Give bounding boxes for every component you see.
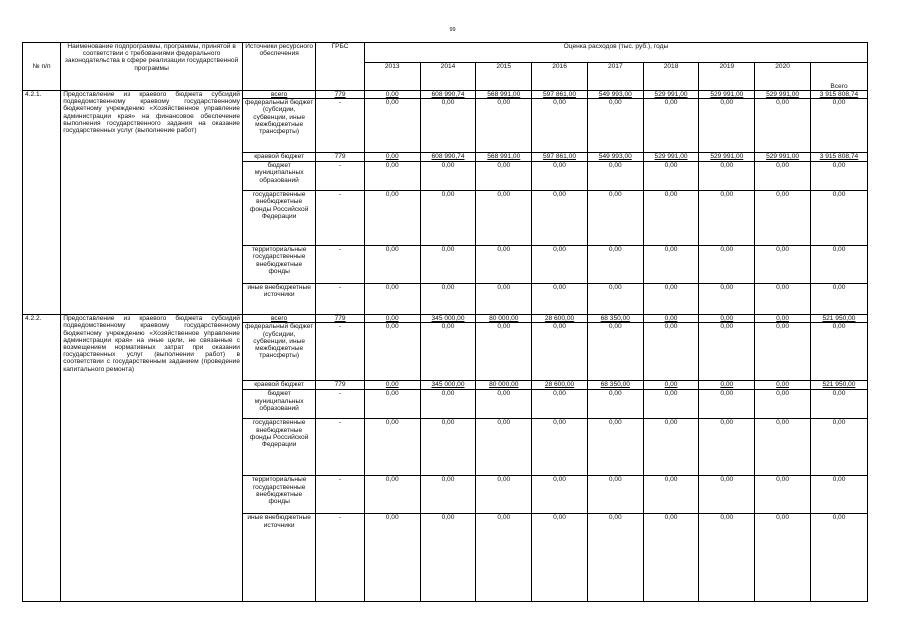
total-cell: 0,00 — [810, 246, 867, 284]
header-source: Источники ресурсного обеспечения — [242, 43, 315, 91]
table-body — [23, 91, 868, 602]
value-cell: 0,00 — [643, 191, 699, 246]
grbs-cell: - — [316, 419, 365, 476]
value-cell: 0,00 — [643, 284, 699, 315]
value-cell: 0,00 — [643, 323, 699, 381]
value-cell: 0,00 — [476, 514, 532, 602]
value-cell: 0,00 — [643, 162, 699, 191]
value-cell: 529 991,00 — [643, 153, 699, 162]
source-cell: государственные внебюджетные фонды Российской Федерации — [242, 191, 315, 246]
source-cell: бюджет муниципальных образований — [242, 162, 315, 191]
total-cell: 0,00 — [810, 419, 867, 476]
header-grbs: ГРБС — [316, 43, 365, 91]
source-cell: территориальные государственные внебюджетные фонды — [242, 476, 315, 514]
value-cell: 597 861,00 — [532, 91, 588, 99]
value-cell: 529 991,00 — [699, 153, 755, 162]
header-num: № п/п — [23, 43, 61, 91]
grbs-cell: - — [316, 390, 365, 419]
value-cell: 0,00 — [643, 381, 699, 390]
value-cell: 0,00 — [755, 476, 811, 514]
value-cell: 0,00 — [364, 476, 420, 514]
total-cell: 521 950,00 — [810, 315, 867, 323]
table-row — [23, 91, 868, 99]
source-cell: территориальные государственные внебюджетные фонды — [242, 246, 315, 284]
value-cell: 0,00 — [532, 191, 588, 246]
value-cell: 0,00 — [643, 419, 699, 476]
value-cell: 0,00 — [364, 323, 420, 381]
header-total: Всего — [810, 63, 867, 91]
header-name: Наименование подпрограммы, программы, принятой в соответствии с требованиями федерального законодательства в сфере реализации государственной программы — [61, 43, 243, 91]
value-cell: 0,00 — [532, 419, 588, 476]
value-cell: 597 861,00 — [532, 153, 588, 162]
value-cell: 0,00 — [364, 390, 420, 419]
value-cell: 608 990,74 — [420, 91, 476, 99]
value-cell: 0,00 — [587, 99, 643, 153]
value-cell: 0,00 — [755, 323, 811, 381]
value-cell: 0,00 — [587, 191, 643, 246]
total-cell: 0,00 — [810, 191, 867, 246]
value-cell: 0,00 — [364, 153, 420, 162]
value-cell: 0,00 — [364, 162, 420, 191]
grbs-cell: 779 — [316, 315, 365, 323]
value-cell: 0,00 — [420, 476, 476, 514]
value-cell: 0,00 — [699, 315, 755, 323]
header-estimate: Оценка расходов (тыс. руб.), годы — [364, 43, 867, 63]
source-cell: всего — [242, 91, 315, 99]
value-cell: 0,00 — [587, 390, 643, 419]
grbs-cell: - — [316, 514, 365, 602]
value-cell: 0,00 — [699, 323, 755, 381]
row-name: Предоставление из краевого бюджета субсидий подведомственному краевому государственному бюджетному учреждению «Хозяйственное управление администрации края» на финансовое обеспечение выполнения государственного задания на оказание государственных услуг (выполнение работ) — [61, 91, 243, 315]
value-cell: 0,00 — [755, 381, 811, 390]
value-cell: 0,00 — [364, 315, 420, 323]
value-cell: 0,00 — [587, 323, 643, 381]
value-cell: 0,00 — [476, 191, 532, 246]
value-cell: 529 991,00 — [755, 153, 811, 162]
value-cell: 0,00 — [420, 162, 476, 191]
source-cell: краевой бюджет — [242, 381, 315, 390]
value-cell: 0,00 — [532, 246, 588, 284]
value-cell: 0,00 — [476, 284, 532, 315]
value-cell: 0,00 — [420, 284, 476, 315]
value-cell: 28 600,00 — [532, 315, 588, 323]
value-cell: 0,00 — [755, 390, 811, 419]
value-cell: 549 993,00 — [587, 153, 643, 162]
value-cell: 0,00 — [755, 284, 811, 315]
value-cell: 345 000,00 — [420, 381, 476, 390]
value-cell: 0,00 — [532, 390, 588, 419]
grbs-cell: - — [316, 476, 365, 514]
grbs-cell: 779 — [316, 153, 365, 162]
source-cell: иные внебюджетные источники — [242, 514, 315, 602]
value-cell: 0,00 — [532, 514, 588, 602]
value-cell: 0,00 — [587, 476, 643, 514]
value-cell: 0,00 — [755, 246, 811, 284]
source-cell: федеральный бюджет (субсидии, субвенции, иные межбюджетные трансферты) — [242, 323, 315, 381]
value-cell: 0,00 — [699, 162, 755, 191]
value-cell: 0,00 — [532, 99, 588, 153]
value-cell: 0,00 — [699, 99, 755, 153]
value-cell: 0,00 — [643, 514, 699, 602]
total-cell: 0,00 — [810, 162, 867, 191]
total-cell: 0,00 — [810, 284, 867, 315]
total-cell: 3 915 808,74 — [810, 91, 867, 99]
value-cell: 0,00 — [420, 419, 476, 476]
value-cell: 0,00 — [699, 514, 755, 602]
value-cell: 0,00 — [699, 390, 755, 419]
value-cell: 0,00 — [420, 390, 476, 419]
row-name: Предоставление из краевого бюджета субсидий подведомственному краевому государственному бюджетному учреждению «Хозяйственное управление администрации края» на иные цели, не связанные с возмещением нормативных затрат при оказании государственных услуг (выполнении работ) в соответствии с государственным заданием (проведение капитального ремонта) — [61, 315, 243, 602]
value-cell: 0,00 — [420, 323, 476, 381]
value-cell: 0,00 — [420, 514, 476, 602]
value-cell: 0,00 — [699, 191, 755, 246]
value-cell: 0,00 — [643, 476, 699, 514]
source-cell: всего — [242, 315, 315, 323]
value-cell: 0,00 — [643, 315, 699, 323]
value-cell: 0,00 — [364, 99, 420, 153]
value-cell: 0,00 — [532, 162, 588, 191]
header-year: 2019 — [699, 63, 755, 91]
value-cell: 0,00 — [699, 246, 755, 284]
value-cell: 0,00 — [699, 476, 755, 514]
value-cell: 549 993,00 — [587, 91, 643, 99]
total-cell: 521 950,00 — [810, 381, 867, 390]
source-cell: иные внебюджетные источники — [242, 284, 315, 315]
source-cell: краевой бюджет — [242, 153, 315, 162]
value-cell: 0,00 — [587, 514, 643, 602]
total-cell: 0,00 — [810, 476, 867, 514]
value-cell: 608 990,74 — [420, 153, 476, 162]
value-cell: 80 000,00 — [476, 381, 532, 390]
value-cell: 0,00 — [755, 419, 811, 476]
value-cell: 0,00 — [755, 162, 811, 191]
value-cell: 0,00 — [364, 514, 420, 602]
value-cell: 0,00 — [587, 162, 643, 191]
header-year: 2015 — [476, 63, 532, 91]
grbs-cell: 779 — [316, 91, 365, 99]
value-cell: 0,00 — [420, 246, 476, 284]
value-cell: 0,00 — [476, 99, 532, 153]
header-year: 2014 — [420, 63, 476, 91]
page-number: 99 — [449, 27, 456, 33]
value-cell: 0,00 — [364, 246, 420, 284]
grbs-cell: - — [316, 284, 365, 315]
value-cell: 0,00 — [755, 315, 811, 323]
header-year: 2018 — [643, 63, 699, 91]
grbs-cell: - — [316, 246, 365, 284]
value-cell: 0,00 — [643, 99, 699, 153]
value-cell: 0,00 — [476, 390, 532, 419]
row-number: 4.2.1. — [23, 91, 61, 315]
value-cell: 0,00 — [643, 390, 699, 419]
value-cell: 80 000,00 — [476, 315, 532, 323]
value-cell: 345 000,00 — [420, 315, 476, 323]
source-cell: бюджет муниципальных образований — [242, 390, 315, 419]
grbs-cell: - — [316, 99, 365, 153]
value-cell: 529 991,00 — [755, 91, 811, 99]
value-cell: 0,00 — [532, 476, 588, 514]
grbs-cell: - — [316, 162, 365, 191]
value-cell: 0,00 — [587, 284, 643, 315]
value-cell: 0,00 — [476, 476, 532, 514]
source-cell: государственные внебюджетные фонды Российской Федерации — [242, 419, 315, 476]
value-cell: 0,00 — [587, 419, 643, 476]
value-cell: 0,00 — [476, 419, 532, 476]
value-cell: 0,00 — [699, 381, 755, 390]
value-cell: 0,00 — [532, 323, 588, 381]
source-cell: федеральный бюджет (субсидии, субвенции, иные межбюджетные трансферты) — [242, 99, 315, 153]
value-cell: 0,00 — [476, 162, 532, 191]
value-cell: 0,00 — [755, 99, 811, 153]
header-year: 2020 — [755, 63, 811, 91]
header-year: 2016 — [532, 63, 588, 91]
grbs-cell: - — [316, 323, 365, 381]
value-cell: 0,00 — [476, 323, 532, 381]
value-cell: 568 991,00 — [476, 91, 532, 99]
budget-table — [22, 42, 868, 602]
table-header — [23, 43, 868, 91]
value-cell: 568 991,00 — [476, 153, 532, 162]
value-cell: 0,00 — [643, 246, 699, 284]
value-cell: 529 991,00 — [699, 91, 755, 99]
row-number: 4.2.2. — [23, 315, 61, 602]
value-cell: 0,00 — [476, 246, 532, 284]
grbs-cell: - — [316, 191, 365, 246]
value-cell: 0,00 — [364, 381, 420, 390]
value-cell: 68 350,00 — [587, 381, 643, 390]
value-cell: 0,00 — [420, 191, 476, 246]
total-cell: 3 915 808,74 — [810, 153, 867, 162]
value-cell: 529 991,00 — [643, 91, 699, 99]
value-cell: 0,00 — [755, 514, 811, 602]
value-cell: 0,00 — [420, 99, 476, 153]
value-cell: 28 600,00 — [532, 381, 588, 390]
total-cell: 0,00 — [810, 514, 867, 602]
value-cell: 0,00 — [699, 419, 755, 476]
table-row — [23, 315, 868, 323]
value-cell: 0,00 — [364, 419, 420, 476]
value-cell: 0,00 — [364, 284, 420, 315]
value-cell: 0,00 — [587, 246, 643, 284]
total-cell: 0,00 — [810, 323, 867, 381]
grbs-cell: 779 — [316, 381, 365, 390]
value-cell: 0,00 — [364, 91, 420, 99]
total-cell: 0,00 — [810, 390, 867, 419]
header-year: 2013 — [364, 63, 420, 91]
value-cell: 0,00 — [532, 284, 588, 315]
total-cell: 0,00 — [810, 99, 867, 153]
value-cell: 0,00 — [364, 191, 420, 246]
value-cell: 0,00 — [755, 191, 811, 246]
value-cell: 68 350,00 — [587, 315, 643, 323]
value-cell: 0,00 — [699, 284, 755, 315]
header-year: 2017 — [587, 63, 643, 91]
